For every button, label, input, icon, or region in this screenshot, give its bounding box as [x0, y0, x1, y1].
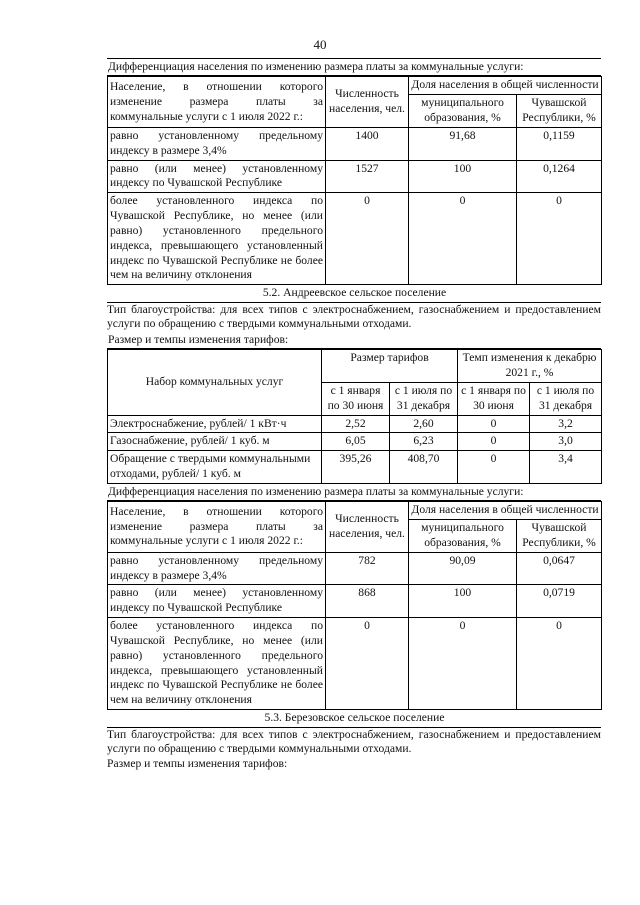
population-differentiation-table — [107, 501, 602, 710]
page-number: 40 — [313, 37, 327, 52]
row-count: 1400 — [326, 127, 409, 160]
tariff-table — [107, 349, 602, 484]
row-share-republic: 0 — [517, 193, 602, 285]
header-tariff-size: Размер тарифов — [322, 350, 458, 383]
header-share: Доля населения в общей численности — [409, 502, 602, 520]
header-period-1: с 1 января по 30 июня — [322, 382, 390, 415]
section-heading: 5.2. Андреевское сельское поселение — [107, 285, 601, 302]
service-name: Электроснабжение, рублей/ 1 кВт·ч — [108, 415, 322, 433]
table-row — [108, 618, 602, 710]
tariff-value-1: 2,52 — [322, 415, 390, 433]
table-row — [108, 451, 602, 484]
rate-value-2: 3,0 — [530, 433, 602, 451]
service-name: Газоснабжение, рублей/ 1 куб. м — [108, 433, 322, 451]
tariff-value-1: 6,05 — [322, 433, 390, 451]
row-share-municipal: 91,68 — [409, 127, 517, 160]
header-count: Численность населения, чел. — [326, 77, 409, 127]
header-change-rate: Темп изменения к декабрю 2021 г., % — [458, 350, 602, 383]
row-label: равно (или менее) установленному индексу по Чувашской Республике — [108, 585, 326, 618]
rate-value-2: 3,2 — [530, 415, 602, 433]
row-count: 1527 — [326, 160, 409, 193]
table-row — [108, 552, 602, 585]
header-population: Население, в отношении которого изменение размера платы за коммунальные услуги с 1 июля 2022 г.: — [108, 77, 326, 127]
row-share-municipal: 0 — [409, 193, 517, 285]
table-row — [108, 193, 602, 285]
table-row — [108, 127, 602, 160]
header-count: Численность населения, чел. — [326, 502, 409, 552]
table-row — [108, 433, 602, 451]
row-share-municipal: 100 — [409, 160, 517, 193]
row-share-republic: 0,0719 — [517, 585, 602, 618]
diff-title: Дифференциация населения по изменению размера платы за коммунальные услуги: — [107, 58, 601, 76]
page-content — [107, 58, 601, 771]
improvement-type-text: Тип благоустройства: для всех типов с электроснабжением, газоснабжением и предоставлением услуги по обращению с твердыми коммунальными отходами. — [107, 302, 601, 331]
tariff-intro-text: Размер и темпы изменения тарифов: — [107, 756, 288, 770]
header-share-municipal: муниципального образования, % — [409, 95, 517, 128]
row-share-municipal: 0 — [409, 618, 517, 710]
table-row — [108, 415, 602, 433]
header-period-4: с 1 июля по 31 декабря — [530, 382, 602, 415]
row-count: 0 — [326, 618, 409, 710]
header-population: Население, в отношении которого изменение размера платы за коммунальные услуги с 1 июля 2022 г.: — [108, 502, 326, 552]
header-period-3: с 1 января по 30 июня — [458, 382, 530, 415]
row-share-republic: 0,1159 — [517, 127, 602, 160]
header-share: Доля населения в общей численности — [409, 77, 602, 95]
row-share-republic: 0,0647 — [517, 552, 602, 585]
row-label: более установленного индекса по Чувашской Республике, но менее (или равно) установленного предельного индекса, превышающего установленный индекс по Чувашской Республике не более чем на величину отклонения — [108, 193, 326, 285]
row-label: равно установленному предельному индексу в размере 3,4% — [108, 552, 326, 585]
improvement-type-text: Тип благоустройства: для всех типов с электроснабжением, газоснабжением и предоставлением услуги по обращению с твердыми коммунальными отходами. — [107, 727, 601, 756]
table-row — [108, 585, 602, 618]
rate-value-1: 0 — [458, 415, 530, 433]
row-count: 868 — [326, 585, 409, 618]
rate-value-1: 0 — [458, 433, 530, 451]
tariff-value-1: 395,26 — [322, 451, 390, 484]
header-services: Набор коммунальных услуг — [108, 350, 322, 415]
rate-value-2: 3,4 — [530, 451, 602, 484]
tariff-intro-text: Размер и темпы изменения тарифов: — [107, 332, 601, 349]
row-label: равно установленному предельному индексу в размере 3,4% — [108, 127, 326, 160]
row-share-municipal: 100 — [409, 585, 517, 618]
row-share-republic: 0 — [517, 618, 602, 710]
row-count: 0 — [326, 193, 409, 285]
tariff-value-2: 6,23 — [390, 433, 458, 451]
row-share-municipal: 90,09 — [409, 552, 517, 585]
section-heading: 5.3. Березовское сельское поселение — [107, 710, 601, 727]
row-label: равно (или менее) установленному индексу по Чувашской Республике — [108, 160, 326, 193]
tariff-value-2: 2,60 — [390, 415, 458, 433]
tariff-value-2: 408,70 — [390, 451, 458, 484]
population-differentiation-table — [107, 76, 602, 285]
table-row — [108, 160, 602, 193]
header-share-republic: Чувашской Республики, % — [517, 95, 602, 128]
row-count: 782 — [326, 552, 409, 585]
row-share-republic: 0,1264 — [517, 160, 602, 193]
row-label: более установленного индекса по Чувашской Республике, но менее (или равно) установленного предельного индекса, превышающего установленный индекс по Чувашской Республике не более чем на величину отклонения — [108, 618, 326, 710]
header-period-2: с 1 июля по 31 декабря — [390, 382, 458, 415]
diff-title: Дифференциация населения по изменению размера платы за коммунальные услуги: — [107, 484, 601, 501]
header-share-republic: Чувашской Республики, % — [517, 520, 602, 553]
service-name: Обращение с твердыми коммунальными отходами, рублей/ 1 куб. м — [108, 451, 322, 484]
header-share-municipal: муниципального образования, % — [409, 520, 517, 553]
rate-value-1: 0 — [458, 451, 530, 484]
